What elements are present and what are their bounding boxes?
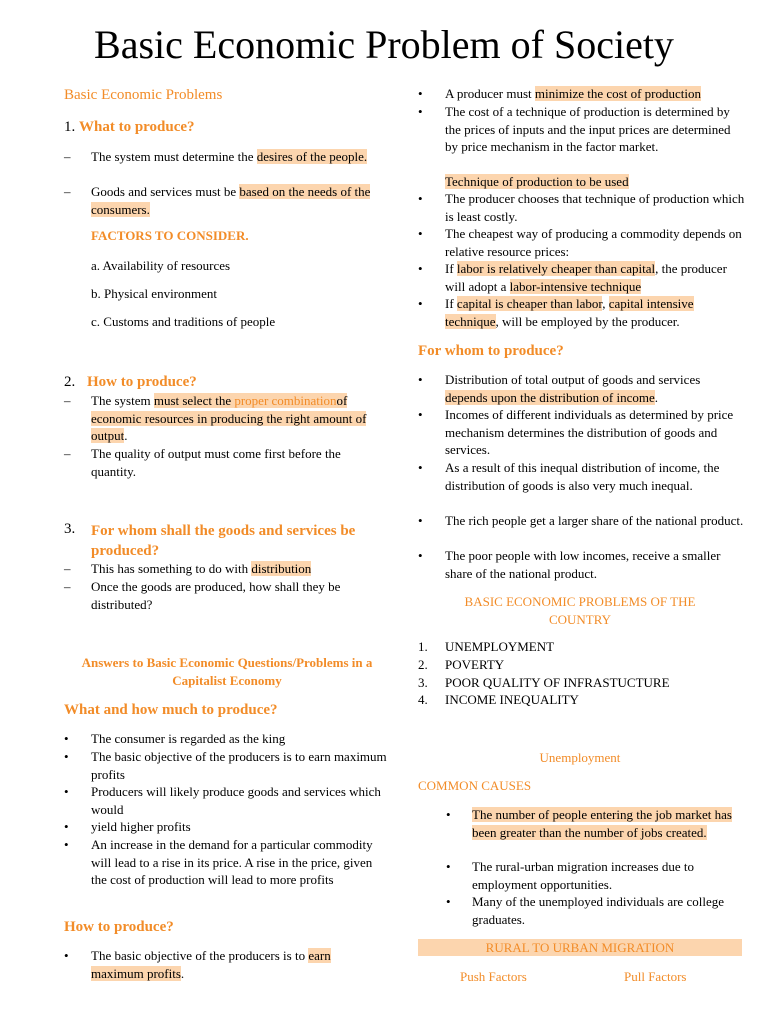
answers-heading: Answers to Basic Economic Questions/Problems in a Capitalist Economy	[81, 655, 373, 688]
bullet-marker: •	[64, 731, 69, 746]
highlighted-text: Technique of production to be used	[445, 174, 629, 189]
highlighted-text: capital intensive technique	[445, 296, 694, 329]
list-item: An increase in the demand for a particular commodity will lead to a rise in its price. A rise in the price, given the cost of production will lead to more profits	[91, 837, 373, 887]
item-text: A producer must	[445, 86, 535, 101]
numbered-item-number: 3.	[418, 675, 428, 690]
how-heading: How to produce?	[64, 919, 174, 935]
item-text: .	[180, 965, 185, 981]
list-item	[91, 947, 381, 982]
list-item: The cheapest way of producing a commodity depends on relative resource prices:	[445, 226, 742, 259]
list-item	[445, 371, 745, 406]
factor-item: c. Customs and traditions of people	[91, 314, 276, 329]
numbered-item-number: 2.	[418, 657, 428, 672]
common-causes-heading: COMMON CAUSES	[418, 778, 532, 793]
bullet-marker: •	[446, 859, 451, 874]
item-text: The system must determine the	[91, 149, 257, 164]
item-text: .	[124, 428, 128, 443]
item-text: , the producer will adopt a	[445, 261, 727, 294]
highlighted-text: must select the	[153, 393, 235, 408]
factor-item: b. Physical environment	[91, 286, 218, 301]
list-item	[445, 295, 745, 330]
item-text: The system	[91, 393, 154, 408]
what-how-heading: What and how much to produce?	[64, 702, 278, 718]
basic-problems-heading: Basic Economic Problems	[64, 87, 223, 103]
list-item	[91, 560, 381, 578]
highlighted-text: labor-intensive technique	[509, 278, 642, 294]
bullet-marker: •	[446, 894, 451, 909]
bullet-marker: •	[418, 261, 423, 276]
unemployment-heading: Unemployment	[539, 750, 621, 765]
list-item: The basic objective of the producers is to earn maximum profits	[91, 749, 387, 782]
list-item	[91, 183, 381, 218]
dash-marker: –	[64, 393, 71, 408]
dash-marker: –	[64, 149, 71, 164]
question-title: What to produce?	[79, 119, 195, 135]
item-text: Goods and services must be	[91, 184, 240, 199]
question-1-heading	[64, 117, 195, 137]
list-item: The rich people get a larger share of the national product.	[445, 513, 744, 528]
highlighted-text: distribution	[251, 561, 312, 576]
list-item: Many of the unemployed individuals are college graduates.	[472, 894, 724, 927]
highlighted-text: depends upon the distribution of income	[445, 389, 655, 405]
list-item: Incomes of different individuals as determined by price mechanism determines the distribution of goods and services.	[445, 407, 734, 457]
highlighted-text: capital is cheaper than labor	[456, 296, 603, 311]
item-text: , will be employed by the producer.	[495, 313, 680, 329]
question-number: 3.	[64, 521, 76, 537]
bullet-marker: •	[418, 460, 423, 475]
list-item	[472, 806, 737, 841]
item-text: If	[445, 261, 457, 276]
bullet-marker: •	[418, 226, 423, 241]
list-item	[445, 85, 745, 103]
question-3-heading: For whom shall the goods and services be produced?	[91, 523, 356, 559]
item-text: This has something to do with	[91, 561, 252, 576]
country-problems-heading: BASIC ECONOMIC PROBLEMS OF THE COUNTRY	[464, 594, 696, 627]
highlighted-text: proper combination	[234, 393, 337, 408]
bullet-marker: •	[418, 513, 423, 528]
question-number: 2.	[64, 374, 76, 390]
push-factors-label: Push Factors	[460, 969, 527, 984]
question-title: How to produce?	[87, 374, 197, 390]
numbered-item: POOR QUALITY OF INFRASTUCTURE	[445, 675, 670, 690]
list-item: The cost of a technique of production is determined by the prices of inputs and the input prices are determined by price mechanism in the factor market.	[445, 104, 731, 154]
factors-heading: FACTORS TO CONSIDER.	[91, 228, 249, 243]
highlighted-text: desires of the people.	[256, 149, 368, 164]
bullet-marker: •	[418, 407, 423, 422]
list-item: yield higher profits	[91, 819, 191, 834]
highlighted-text: labor is relatively cheaper than capital	[456, 261, 656, 276]
item-text: .	[654, 389, 659, 405]
dash-marker: –	[64, 184, 71, 199]
list-item: The consumer is regarded as the king	[91, 731, 286, 746]
bullet-marker: •	[64, 749, 69, 764]
list-item	[91, 392, 381, 445]
list-item: As a result of this inequal distribution of income, the distribution of goods is also very much inequal.	[445, 460, 720, 493]
highlighted-text: earn maximum profits	[91, 948, 331, 981]
pull-factors-label: Pull Factors	[624, 969, 687, 984]
highlighted-text: of economic resources in producing the right amount of output	[91, 393, 367, 443]
bullet-marker: •	[64, 948, 69, 963]
list-item: The quality of output must come first before the quantity.	[91, 446, 341, 479]
list-item	[91, 148, 381, 166]
question-2-heading	[64, 372, 197, 392]
for-whom-heading: For whom to produce?	[418, 343, 564, 359]
list-item: The poor people with low incomes, receive a smaller share of the national product.	[445, 548, 721, 581]
item-text: The basic objective of the producers is to	[91, 948, 309, 963]
list-item: Once the goods are produced, how shall they be distributed?	[91, 579, 341, 612]
list-item: Producers will likely produce goods and services which would	[91, 784, 381, 817]
list-item: The producer chooses that technique of production which is least costly.	[445, 191, 745, 224]
technique-label	[445, 173, 629, 191]
bullet-marker: •	[418, 296, 423, 311]
dash-marker: –	[64, 446, 71, 461]
bullet-marker: •	[418, 104, 423, 119]
item-text: ,	[602, 296, 609, 311]
numbered-item: POVERTY	[445, 657, 505, 672]
highlighted-text: The number of people entering the job market has been greater than the number of jobs created.	[472, 807, 732, 840]
highlighted-text: minimize the cost of production	[534, 86, 701, 101]
factor-item: a. Availability of resources	[91, 258, 231, 273]
bullet-marker: •	[64, 837, 69, 852]
bullet-marker: •	[418, 548, 423, 563]
list-item	[445, 260, 745, 295]
list-item: The rural-urban migration increases due to employment opportunities.	[472, 859, 694, 892]
numbered-item-number: 4.	[418, 692, 428, 707]
numbered-item: INCOME INEQUALITY	[445, 692, 579, 707]
numbered-item: UNEMPLOYMENT	[445, 639, 555, 654]
dash-marker: –	[64, 561, 71, 576]
highlighted-text: based on the needs of the consumers.	[91, 184, 371, 217]
bullet-marker: •	[446, 807, 451, 822]
bullet-marker: •	[418, 86, 423, 101]
migration-heading: RURAL TO URBAN MIGRATION	[485, 940, 675, 955]
numbered-item-number: 1.	[418, 639, 428, 654]
bullet-marker: •	[418, 191, 423, 206]
bullet-marker: •	[64, 784, 69, 799]
bullet-marker: •	[418, 372, 423, 387]
bullet-marker: •	[64, 819, 69, 834]
item-text: Distribution of total output of goods and services	[445, 372, 701, 387]
question-number: 1.	[64, 119, 76, 135]
dash-marker: –	[64, 579, 71, 594]
item-text: If	[445, 296, 457, 311]
page-title: Basic Economic Problem of Society	[94, 22, 674, 67]
